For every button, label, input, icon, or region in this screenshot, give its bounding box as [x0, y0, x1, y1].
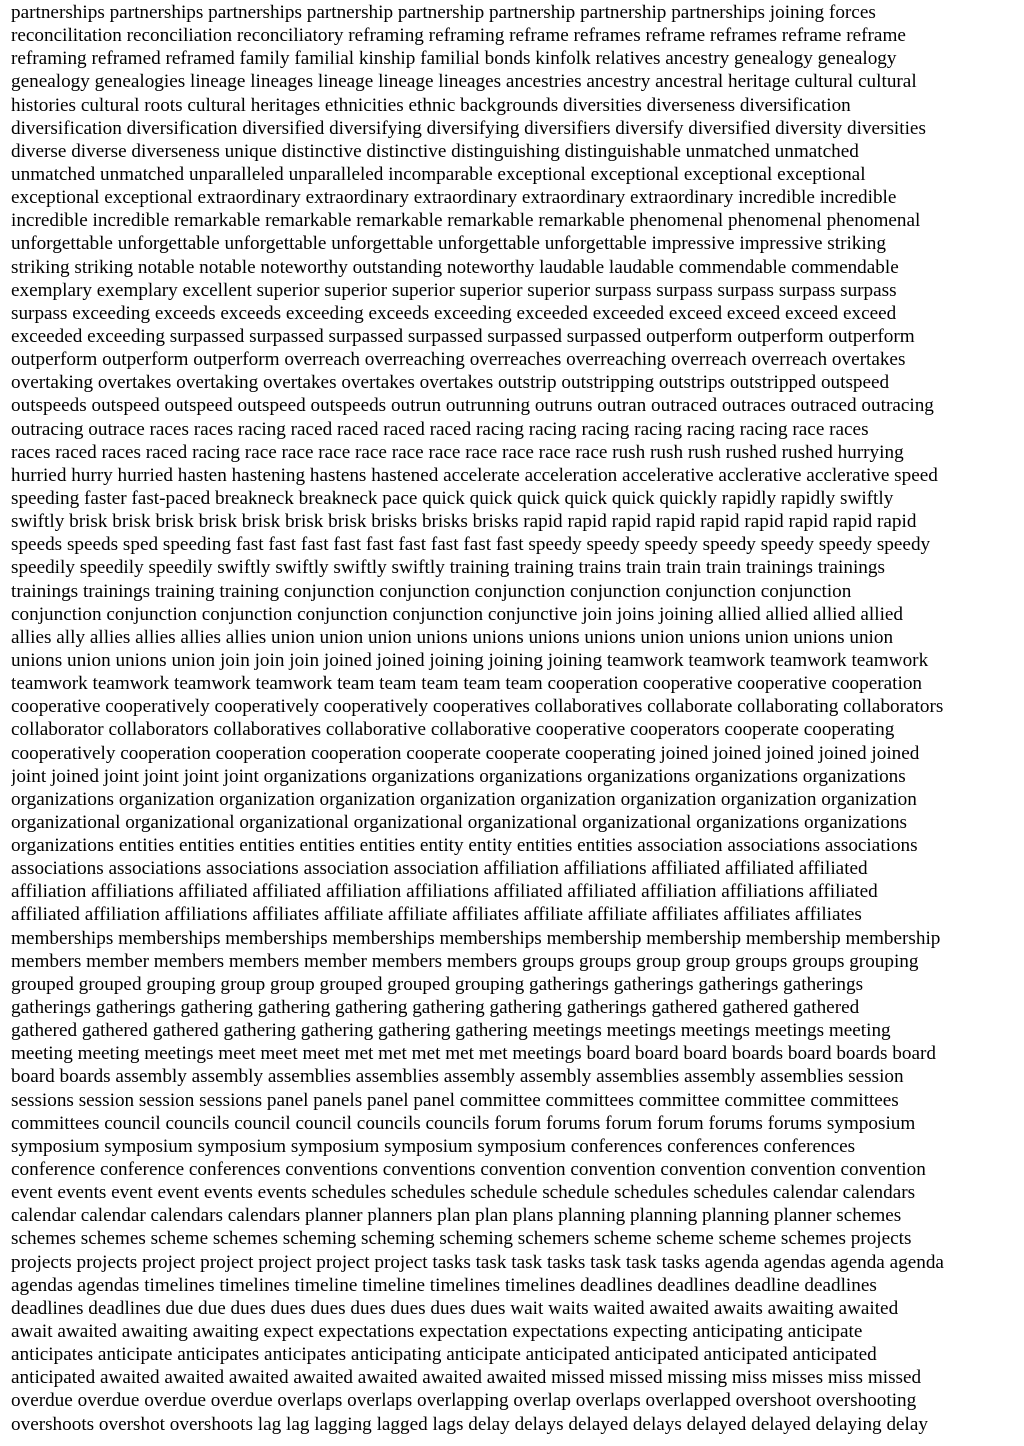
text-line: allies ally allies allies allies allies union union union unions unions unions unions union unions union unions union: [11, 626, 894, 648]
text-line: surpass exceeding exceeds exceeds exceeding exceeds exceeding exceeded exceeded exceed exceed exceed exceed: [11, 302, 897, 324]
text-line: outracing outrace races races racing raced raced raced raced racing racing racing racing racing racing race races: [11, 418, 869, 440]
text-line: affiliation affiliations affiliated affiliated affiliation affiliations affiliated affiliated affiliation affiliations affiliated: [11, 881, 878, 903]
text-line: races raced races raced racing race race race race race race race race race race rush rush rush rushed rushed hurrying: [11, 441, 904, 463]
text-line: gatherings gatherings gathering gathering gathering gathering gathering gatherings gathered gathered gathered: [11, 997, 860, 1019]
text-line: organizations organization organization organization organization organization organization organization organization: [11, 788, 917, 810]
text-line: schemes schemes scheme schemes scheming scheming scheming schemers scheme scheme scheme schemes projects: [11, 1228, 912, 1250]
text-line: calendar calendar calendars calendars planner planners plan plan plans planning planning planning planner schemes: [11, 1205, 902, 1227]
text-line: diverse diverse diverseness unique distinctive distinctive distinguishing distinguishable unmatched unmatched: [11, 140, 859, 162]
text-line: grouped grouped grouping group group grouped grouped grouping gatherings gatherings gatherings gatherings: [11, 973, 864, 995]
text-line: overshoots overshot overshoots lag lag lagging lagged lags delay delays delayed delays delayed delayed delaying delay: [11, 1413, 928, 1435]
text-line: unforgettable unforgettable unforgettable unforgettable unforgettable unforgettable impressive impressive striking: [11, 233, 886, 255]
text-line: meeting meeting meetings meet meet meet met met met met met meetings board board board boards board boards board: [11, 1043, 936, 1065]
text-line: committees council councils council council councils councils forum forums forum forum forums forums symposium: [11, 1112, 916, 1134]
text-line: cooperative cooperatively cooperatively cooperatively cooperatives collaboratives collaborate collaborating collaborators: [11, 696, 944, 718]
text-line: overdue overdue overdue overdue overlaps overlaps overlapping overlap overlaps overlapped overshoot overshooting: [11, 1390, 917, 1412]
text-line: event events event event events events schedules schedules schedule schedule schedules schedules calendar calendars: [11, 1182, 916, 1204]
text-line: anticipated awaited awaited awaited awaited awaited awaited awaited missed missed missing miss misses miss missed: [11, 1367, 922, 1389]
text-line: anticipates anticipate anticipates anticipates anticipating anticipate anticipated anticipated anticipated anticipated: [11, 1344, 877, 1366]
text-line: incredible incredible remarkable remarkable remarkable remarkable remarkable phenomenal phenomenal phenomenal: [11, 210, 921, 232]
text-line: speeding faster fast-paced breakneck breakneck pace quick quick quick quick quick quickly rapidly rapidly swiftly: [11, 487, 894, 509]
text-line: reframing reframed reframed family familial kinship familial bonds kinfolk relatives ancestry genealogy genealogy: [11, 48, 897, 70]
text-line: histories cultural roots cultural heritages ethnicities ethnic backgrounds diversities diverseness diversification: [11, 94, 851, 116]
text-line: teamwork teamwork teamwork teamwork team team team team team cooperation cooperative cooperative cooperation: [11, 673, 923, 695]
text-line: organizations entities entities entities entities entities entity entity entities entities association associations associations: [11, 835, 918, 857]
text-line: agendas agendas timelines timelines timeline timeline timelines timelines deadlines deadlines deadline deadlines: [11, 1274, 877, 1296]
text-line: members member members members member members members groups groups group group groups groups grouping: [11, 950, 919, 972]
text-line: unmatched unmatched unparalleled unparalleled incomparable exceptional exceptional exceptional exceptional: [11, 163, 866, 185]
text-line: speeds speeds sped speeding fast fast fast fast fast fast fast fast fast speedy speedy speedy speedy speedy speedy speedy: [11, 534, 931, 556]
text-line: projects projects project project project project project tasks task task tasks task task tasks agenda agendas agenda agenda: [11, 1251, 944, 1273]
text-line: genealogy genealogies lineage lineages lineage lineage lineages ancestries ancestry ancestral heritage cultural cultural: [11, 71, 917, 93]
text-line: swiftly brisk brisk brisk brisk brisk brisk brisk brisks brisks brisks rapid rapid rapid rapid rapid rapid rapid rapid rapid: [11, 511, 917, 533]
text-line: exceptional exceptional extraordinary extraordinary extraordinary extraordinary extraordinary incredible incredible: [11, 187, 897, 209]
text-line: memberships memberships memberships memberships memberships membership membership membership membership: [11, 927, 941, 949]
text-line: joint joined joint joint joint joint organizations organizations organizations organizations organizations organizations: [11, 765, 906, 787]
text-line: diversification diversification diversified diversifying diversifying diversifiers diversify diversified diversity diversities: [11, 117, 926, 139]
text-line: associations associations associations association association affiliation affiliations affiliated affiliated affiliated: [11, 858, 868, 880]
text-line: outperform outperform outperform overreach overreaching overreaches overreaching overreach overreach overtakes: [11, 349, 906, 371]
text-line: partnerships partnerships partnerships partnership partnership partnership partnership partnerships joining forces: [11, 2, 876, 23]
text-line: sessions session session sessions panel panels panel panel committee committees committee committee committees: [11, 1089, 899, 1111]
text-line: conference conference conferences conventions conventions convention convention convention convention convention: [11, 1159, 926, 1181]
text-line: reconcilitation reconciliation reconciliatory reframing reframing reframe reframes reframe reframes reframe reframe: [11, 25, 906, 47]
text-line: await awaited awaiting awaiting expect expectations expectation expectations expecting anticipating anticipate: [11, 1321, 863, 1343]
text-line: symposium symposium symposium symposium symposium symposium conferences conferences conferences: [11, 1135, 856, 1157]
text-line: conjunction conjunction conjunction conjunction conjunction conjunctive join joins joining allied allied allied allied: [11, 603, 904, 625]
text-line: collaborator collaborators collaboratives collaborative collaborative cooperative cooperators cooperate cooperating: [11, 719, 895, 741]
text-line: exemplary exemplary excellent superior superior superior superior superior surpass surpass surpass surpass surpass: [11, 279, 897, 301]
text-line: hurried hurry hurried hasten hastening hastens hastened accelerate acceleration accelerative acclerative acclerative speed: [11, 464, 938, 486]
text-line: exceeded exceeding surpassed surpassed surpassed surpassed surpassed surpassed outperform outperform outperform: [11, 325, 915, 347]
text-line: unions union unions union join join join joined joined joining joining joining teamwork teamwork teamwork teamwork: [11, 649, 929, 671]
text-line: striking striking notable notable noteworthy outstanding noteworthy laudable laudable commendable commendable: [11, 256, 899, 278]
text-line: speedily speedily speedily swiftly swiftly swiftly swiftly training training trains train train train trainings trainings: [11, 557, 885, 579]
text-line: trainings trainings training training conjunction conjunction conjunction conjunction conjunction conjunction: [11, 580, 852, 602]
text-line: overtaking overtakes overtaking overtakes overtakes overtakes outstrip outstripping outstrips outstripped outspeed: [11, 372, 890, 394]
text-line: gathered gathered gathered gathering gathering gathering gathering meetings meetings meetings meetings meeting: [11, 1020, 891, 1042]
text-line: deadlines deadlines due due dues dues dues dues dues dues dues wait waits waited awaited awaits awaiting awaited: [11, 1297, 899, 1319]
text-line: organizational organizational organizational organizational organizational organizational organizations organizations: [11, 811, 908, 833]
text-line: board boards assembly assembly assemblies assemblies assembly assembly assemblies assembly assemblies session: [11, 1066, 904, 1088]
text-line: cooperatively cooperation cooperation cooperation cooperate cooperate cooperating joined joined joined joined joined: [11, 742, 920, 764]
text-line: affiliated affiliation affiliations affiliates affiliate affiliate affiliates affiliate affiliate affiliates affiliates affiliates: [11, 904, 862, 926]
text-line: outspeeds outspeed outspeed outspeed outspeeds outrun outrunning outruns outran outraced outraces outraced outracing: [11, 395, 934, 417]
word-list-text: [11, 1, 1018, 1436]
